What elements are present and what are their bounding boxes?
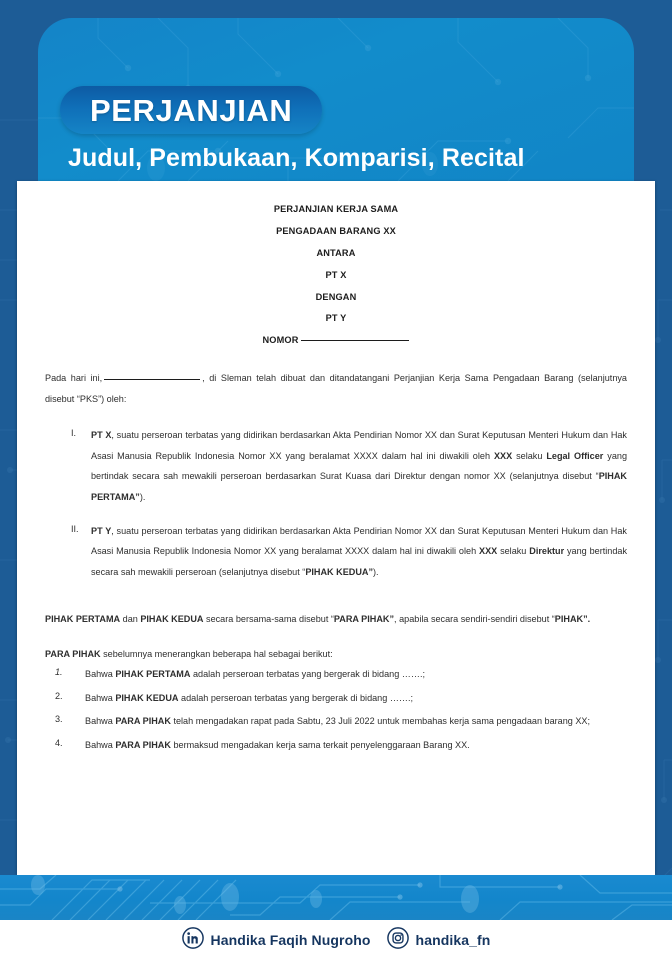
combined-second-party: PIHAK KEDUA [140,614,204,625]
recitals-list [45,664,627,755]
recital-pre: Bahwa [85,692,116,703]
recital-bold: PARA PIHAK [115,716,171,727]
recital-bold: PIHAK KEDUA [115,692,179,703]
party-marker: I. [71,428,77,439]
recital-post: adalah perseroan terbatas yang bergerak di bidang …….; [190,669,426,680]
recital-item [45,711,627,731]
footer-bar [0,920,672,960]
recital-text [85,711,627,731]
party-name: PT X [91,430,112,441]
party-marker: II. [71,523,79,534]
recital-bold: PARA PIHAK [115,739,171,750]
recital-pre: Bahwa [85,716,116,727]
combined-text-3: , apabila secara sendiri-sendiri disebut “ [394,614,555,625]
party-text [91,521,627,582]
opening-paragraph [45,368,627,409]
party-representative: XXX [479,546,498,557]
combined-text-2: secara bersama-sama disebut “ [203,614,334,625]
recital-text [85,688,627,708]
heading-line-3: ANTARA [316,247,356,258]
heading-line-5: DENGAN [315,291,357,302]
recital-post: telah mengadakan rapat pada Sabtu, 23 Juli 2022 untuk membahas kerja sama pengadaan barang XX; [170,716,591,727]
recital-bold: PIHAK PERTAMA [115,669,191,680]
party-item [45,521,627,582]
party-text-d: ). [139,491,146,502]
recital-pre: Bahwa [85,739,116,750]
instagram-icon[interactable] [387,927,409,954]
recital-intro-paragraph [45,644,627,664]
bottom-circuit-pattern [0,875,672,920]
heading-line-4: PT X [325,269,347,280]
parties-list [45,425,627,582]
recital-intro-bold: PARA PIHAK [45,648,101,659]
opening-part-1: Pada hari ini, [45,373,103,384]
instagram-handle-label[interactable]: handika_fn [415,932,491,948]
recital-marker: 1. [55,667,63,678]
combined-alias-single: PIHAK”. [554,614,591,625]
header-panel [38,18,634,181]
document-card [17,181,655,875]
title-badge [60,86,322,134]
recital-marker: 3. [55,714,63,725]
party-alias: PIHAK PERTAMA” [91,471,627,502]
party-role: Legal Officer [546,450,604,461]
linkedin-social[interactable] [182,927,371,954]
combined-first-party: PIHAK PERTAMA [45,614,121,625]
recital-text [85,735,627,755]
document-body [17,181,655,755]
party-representative: XXX [493,450,513,461]
opening-blank-rule [104,379,200,380]
nomor-label: NOMOR [262,335,299,346]
recital-post: bermaksud mengadakan kerja sama terkait penyelenggaraan Barang XX. [170,739,470,750]
recital-marker: 2. [55,690,63,701]
party-text-b: selaku [497,546,530,557]
party-text [91,425,627,507]
bottom-accent-band [0,875,672,920]
party-text-c: yang bertindak secara sah mewakili perseroan (selanjutnya disebut “ [91,546,627,577]
nomor-blank-rule [301,340,409,341]
nomor-line [45,330,627,352]
subtitle-text: Judul, Pembukaan, Komparisi, Recital [68,144,525,172]
party-item [45,425,627,507]
party-text-d: ). [373,566,379,577]
combined-parties-paragraph [45,609,627,629]
party-role: Direktur [529,546,565,557]
heading-line-2: PENGADAAN BARANG XX [276,225,396,236]
recital-item [45,688,627,708]
linkedin-handle-label[interactable]: Handika Faqih Nugroho [210,932,371,948]
party-alias: PIHAK KEDUA” [305,566,374,577]
document-heading [45,199,627,352]
recital-item [45,664,627,684]
party-text-a: , suatu perseroan terbatas yang didirikan berdasarkan Akta Pendirian Nomor XX dan Surat Keputusan Menteri Hukum dan Hak Asasi Manusia Republik Indonesia Nomor XX yang beralamat XXXX dalam hal ini diwakili oleh [91,430,627,461]
party-text-b: selaku [512,450,547,461]
recital-item [45,735,627,755]
instagram-social[interactable] [387,927,491,954]
party-text-a: , suatu perseroan terbatas yang didirikan berdasarkan Akta Pendirian Nomor XX dan Surat Keputusan Menteri Hukum dan Hak Asasi Manusia Republik Indonesia Nomor XX yang beralamat XXXX dalam hal ini diwakili oleh [91,525,627,557]
combined-text-1: dan [120,614,141,625]
opening-part-2: , di Sleman telah dibuat dan ditandatangani Perjanjian Kerja Sama Pengadaan Barang (selanjutnya disebut “PKS”) oleh: [45,373,627,404]
recital-post: adalah perseroan terbatas yang bergerak di bidang …….; [178,692,414,703]
party-name: PT Y [91,525,112,536]
combined-alias-all: PARA PIHAK” [333,614,395,625]
recital-pre: Bahwa [85,669,116,680]
recital-marker: 4. [55,737,63,748]
linkedin-icon[interactable] [182,927,204,954]
heading-line-6: PT Y [325,313,347,324]
title-badge-label: PERJANJIAN [90,92,293,128]
recital-intro-text: sebelumnya menerangkan beberapa hal sebagai berikut: [100,648,333,659]
recital-text [85,664,627,684]
party-text-c: yang bertindak secara sah mewakili perseroan berdasarkan Surat Kuasa dari Direktur dengan nomor XX (selanjutnya disebut “ [91,450,628,482]
heading-line-1: PERJANJIAN KERJA SAMA [273,204,399,214]
